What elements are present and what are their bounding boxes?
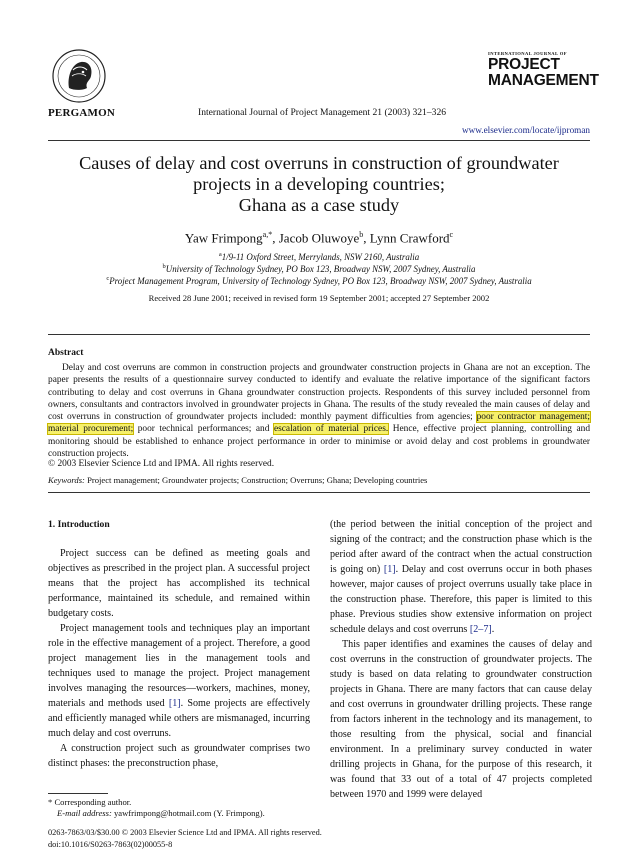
abstract-top-divider xyxy=(48,334,590,335)
paragraph-text: . Delay and cost overruns occur in both phases however, major causes of project overruns usually take place in the construction phase. Therefore, this paper is limited to this phase. Previous studies show extensive information on project schedule delays and cost overruns xyxy=(330,564,592,635)
abstract-text: poor technical performances; and xyxy=(137,424,270,435)
citation-link[interactable]: [1] xyxy=(168,698,181,709)
affiliation-sup: c xyxy=(106,275,110,282)
paragraph-text: . Some projects are effectively and efficiently managed while others are mismanaged, incurring much delay and cost overruns. xyxy=(48,698,310,739)
publisher-logo-icon xyxy=(51,48,107,104)
issn-line: 0263-7863/03/$30.00 © 2003 Elsevier Science Ltd and IPMA. All rights reserved. xyxy=(48,828,322,837)
abstract-copyright: © 2003 Elsevier Science Ltd and IPMA. All rights reserved. xyxy=(48,459,275,469)
publisher-name: PERGAMON xyxy=(48,107,115,119)
author-sup: c xyxy=(449,230,454,239)
affiliation xyxy=(48,251,590,262)
author-name: Lynn Crawford xyxy=(369,230,450,246)
affiliation xyxy=(48,275,590,286)
left-column xyxy=(48,546,310,771)
affiliation-text: University of Technology Sydney, PO Box 123, Broadway NSW, 2007 Sydney, Australia xyxy=(165,263,476,274)
paragraph-text: (the period between the initial conception of the project and signing of the contract; and the construction phase which is the period after award of the contract when the actual construction is going on) xyxy=(330,519,592,575)
issn-block xyxy=(48,827,322,850)
abstract-highlight: escalation of material prices. xyxy=(273,424,389,435)
footnote-email-label: E-mail address: xyxy=(57,808,112,818)
author-sup: a,* xyxy=(262,230,273,239)
author-sup: b xyxy=(359,230,364,239)
footnote-corresponding: * Corresponding author. xyxy=(48,797,132,807)
section-heading: 1. Introduction xyxy=(48,519,110,530)
paragraph-text: . xyxy=(491,624,495,635)
keywords-label: Keywords: xyxy=(48,475,85,485)
paragraph: Project success can be defined as meeting goals and objectives as prescribed in the project plan. A successful project means that the project has accomplished its technical performance, maintained its schedule, and remained within budgetary costs. xyxy=(48,548,310,619)
doi-link[interactable]: doi:10.1016/S0263-7863(02)00055-8 xyxy=(48,839,173,849)
header-divider xyxy=(48,140,590,141)
abstract-text: Hence, effective project planning, controlling and monitoring should be established to enhance project performance in order to minimise or avoid delay and cost problems in groundwater construction projects. xyxy=(48,424,591,460)
footnote-divider xyxy=(48,793,108,794)
received-dates: Received 28 June 2001; received in revised form 19 September 2001; accepted 27 September 2002 xyxy=(148,293,490,303)
title-line-3: Ghana as a case study xyxy=(238,195,400,215)
affiliation-sup: a xyxy=(218,251,222,258)
abstract-heading: Abstract xyxy=(48,348,84,358)
paragraph xyxy=(330,517,592,637)
journal-brand-line1: PROJECT xyxy=(488,56,560,73)
abstract-text: Delay and cost overruns are common in construction projects and groundwater construction projects in Ghana are not an exception. The paper presents the results of a questionnaire survey conducted to identify and evaluate the relative importance of the significant factors contributing to delay and cost overruns in Ghana groundwater construction projects. Respondents of this survey included personnel from owners, consultants and contractors involved in groundwater projects in Ghana. The results of the study revealed the main causes of delay and cost overruns in construction of groundwater projects included: monthly payment difficulties from agencies; xyxy=(48,363,590,423)
affiliation xyxy=(48,263,590,274)
journal-brand-line2: MANAGEMENT xyxy=(488,71,599,89)
affiliation-sup: b xyxy=(162,263,166,270)
author-name: Yaw Frimpong xyxy=(184,230,263,246)
author-name: Jacob Oluwoye xyxy=(278,230,360,246)
title-line-2: projects in a developing countries; xyxy=(193,174,445,194)
journal-url-link[interactable]: www.elsevier.com/locate/ijproman xyxy=(462,125,590,135)
citation-link[interactable]: [2–7] xyxy=(469,624,492,635)
paragraph: This paper identifies and examines the causes of delay and cost overruns in the construction of groundwater projects. The study is based on data relating to groundwater construction projects in Ghana. There are many factors that can cause delay and cost overruns in groundwater drilling projects. These range from factors inherent in the technology and its management, to those resulting from the physical, social and financial environment. In a preliminary survey conducted in water drilling projects in Ghana, for the purpose of this research, it was found that 33 out of a total of 47 projects completed between 1970 and 1999 were delayed xyxy=(330,639,592,800)
footnote xyxy=(48,797,265,819)
right-column xyxy=(330,517,592,802)
keywords xyxy=(48,475,427,485)
abstract-highlight: poor contractor management; material procurement; xyxy=(48,412,591,435)
keywords-list: Project management; Groundwater projects; Construction; Overruns; Ghana; Developing countries xyxy=(87,475,428,485)
paragraph xyxy=(48,621,310,741)
title-line-1: Causes of delay and cost overruns in construction of groundwater xyxy=(79,153,559,173)
paragraph-text: Project management tools and techniques play an important role in the effective management of a project. Therefore, a good project management lies in the management tools and techniques used to manage the project. Project management involves managing the resources—workers, machines, money, materials and methods used xyxy=(48,623,310,709)
affiliation-text: Project Management Program, University of Technology Sydney, PO Box 123, Broadway NSW, 2007 Sydney, Australia xyxy=(109,275,532,286)
footnote-email-line xyxy=(48,808,265,819)
journal-citation: International Journal of Project Management 21 (2003) 321–326 xyxy=(198,107,447,118)
affiliation-text: 1/9-11 Oxford Street, Merrylands, NSW 2160, Australia xyxy=(221,251,420,262)
footnote-email-link[interactable]: yawfrimpong@hotmail.com (Y. Frimpong). xyxy=(113,808,265,818)
abstract-body xyxy=(48,362,590,460)
journal-brand-small: INTERNATIONAL JOURNAL OF xyxy=(488,51,567,56)
journal-brand xyxy=(488,57,599,88)
paper-title xyxy=(48,153,590,216)
citation-link[interactable]: [1] xyxy=(383,564,396,575)
author-list: Yaw Frimpong$^{a,*}$, Jacob Oluwoye$^b$, Lynn Crawford$^c$ xyxy=(184,230,454,246)
paragraph: A construction project such as groundwater comprises two distinct phases: the preconstruction phase, xyxy=(48,743,310,769)
abstract-bottom-divider xyxy=(48,492,590,493)
